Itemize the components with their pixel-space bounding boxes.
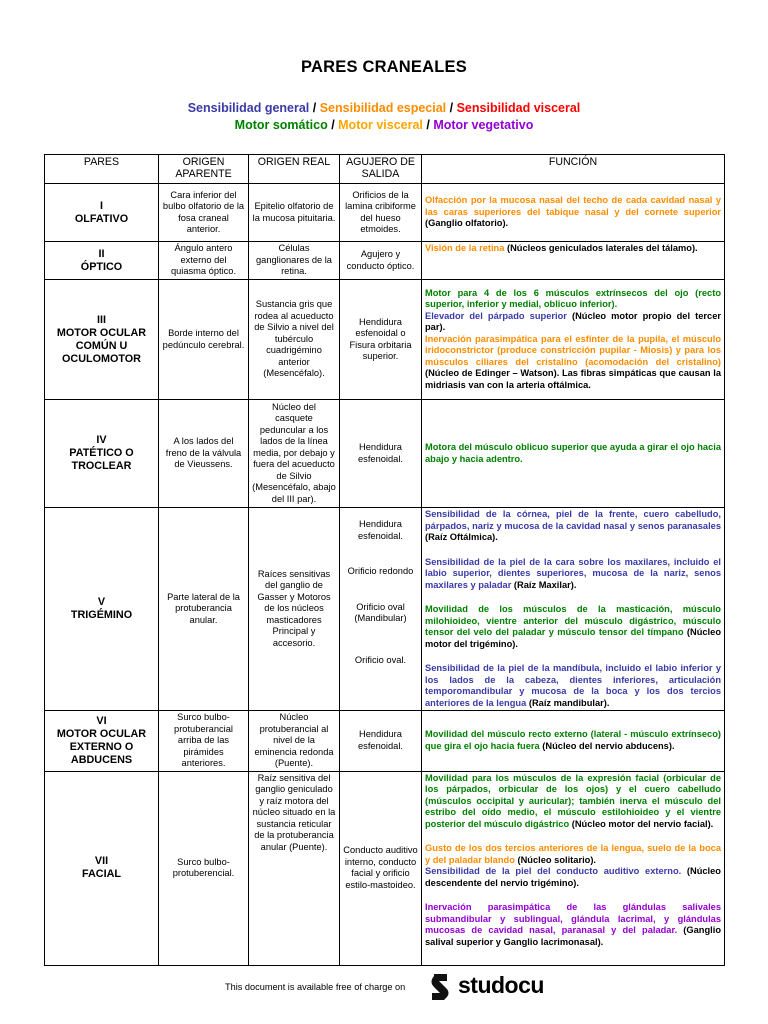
table-row	[45, 242, 725, 280]
footer	[0, 972, 768, 1002]
agujero-item: Orificio oval (Mandibular)	[354, 601, 407, 623]
funcion-text: Visión de la retina	[425, 243, 505, 253]
pair-name: FACIAL	[82, 868, 121, 880]
agujero-cell: Conducto auditivo interno, conducto facial y orificio estilo-mastoideo.	[340, 771, 422, 965]
funcion-note: (Ganglio salival superior y Ganglio lacrimonasal).	[425, 925, 721, 947]
funcion-text: Inervación parasimpática de las glándulas salivales submandibular y sublingual, glándula lacrimal, y glándulas mucosas de cavidad nasal, paranasal y del paladar.	[425, 902, 721, 935]
pair-name: ABDUCENS	[70, 753, 133, 766]
pair-number: VII	[94, 855, 109, 867]
origen-real-cell: Epitelio olfatorio de la mucosa pituitaria.	[249, 184, 340, 242]
pair-name: TROCLEAR	[71, 460, 132, 472]
funcion-note: (Núcleos geniculados laterales del tálamo).	[504, 243, 698, 253]
funcion-cell	[422, 242, 725, 280]
funcion-cell	[422, 508, 725, 711]
origen-aparente-cell: A los lados del freno de la válvula de Vieussens.	[159, 400, 249, 508]
pair-number: VI	[96, 714, 107, 727]
agujero-cell	[340, 508, 422, 711]
funcion-note: (Raíz Oftálmica).	[425, 532, 498, 542]
pair-number: II	[98, 247, 105, 260]
funcion-note: (Ganglio olfatorio).	[425, 218, 509, 229]
agujero-cell: Orificios de la lamina cribiforme del hueso etmoides.	[340, 184, 422, 242]
pair-name: PATÉTICO O	[69, 447, 134, 459]
table-row	[45, 184, 725, 242]
funcion-text: Motor para 4 de los 6 músculos extrínsecos del ojo (recto superior, inferior y medial, oblicuo inferior).	[425, 287, 721, 310]
funcion-note: (Núcleo solitario).	[514, 854, 597, 865]
header-pares: PARES	[45, 155, 159, 184]
funcion-text: Sensibilidad de la córnea, piel de la frente, cuero cabelludo, párpados, nariz y mucosa de la cavidad nasal y senos paranasales	[425, 509, 721, 531]
header-funcion: FUNCIÓN	[422, 155, 725, 184]
header-origen-aparente: ORIGEN APARENTE	[159, 155, 249, 184]
legend-sensibilidad-visceral: Sensibilidad visceral	[456, 101, 581, 115]
table-header-row	[45, 155, 725, 184]
legend-motor-vegetativo: Motor vegetativo	[433, 118, 534, 132]
funcion-note: (Núcleo del nervio abducens).	[539, 740, 675, 751]
funcion-note: (Núcleo motor del nervio facial).	[569, 818, 714, 829]
agujero-item: Hendidura esfenoidal.	[358, 519, 403, 541]
funcion-text: Movilidad de los músculos de la masticación, músculo milohioideo, vientre anterior del músculo digástrico, músculo tensor del velo del paladar y músculo tensor del tímpano	[425, 604, 721, 637]
agujero-item: Orificio oval.	[354, 654, 407, 665]
funcion-text: Elevador del párpado superior	[425, 310, 567, 321]
pair-name: TRIGÉMINO	[70, 609, 133, 621]
legend-motor	[0, 118, 768, 132]
legend-separator: /	[446, 101, 457, 115]
origen-aparente-cell: Surco bulbo-protuberencial.	[159, 771, 249, 965]
origen-real-cell: Raíz sensitiva del ganglio geniculado y raíz motora del núcleo situado en la sustancia reticular de la protuberancia anular (Puente).	[249, 771, 340, 965]
funcion-text: Gusto de los dos tercios anteriores de la lengua, suelo de la boca y del paladar blando	[425, 843, 721, 865]
origen-aparente-cell: Cara inferior del bulbo olfatorio de la fosa craneal anterior.	[159, 184, 249, 242]
origen-aparente-cell: Surco bulbo-protuberancial arriba de las pirámides anteriores.	[159, 711, 249, 772]
funcion-text: Motora del músculo oblicuo superior que ayuda a girar el ojo hacia abajo y hacia adentro.	[425, 442, 722, 464]
pair-number: V	[97, 596, 106, 608]
pair-name: MOTOR OCULAR	[56, 326, 147, 339]
table-row	[45, 771, 725, 965]
agujero-cell: Hendidura esfenoidal.	[340, 400, 422, 508]
pair-name: EXTERNO O	[69, 740, 134, 753]
funcion-note: (Raíz Maxilar).	[511, 579, 577, 590]
origen-real-cell: Células ganglionares de la retina.	[249, 242, 340, 280]
origen-real-cell: Raíces sensitivas del ganglio de Gasser y Motoros de los núcleos masticadores Principal y accesorio.	[249, 508, 340, 711]
agujero-item: Orificio redondo	[347, 566, 414, 576]
pair-cell	[45, 242, 159, 280]
pair-name: OCULOMOTOR	[62, 352, 141, 365]
origen-real-cell: Núcleo protuberancial al nivel de la eminencia redonda (Puente).	[249, 711, 340, 772]
origen-aparente-cell: Parte lateral de la protuberancia anular.	[159, 508, 249, 711]
agujero-cell: Hendidura esfenoidal o Fisura orbitaria superior.	[340, 280, 422, 400]
table-row	[45, 280, 725, 400]
agujero-cell: Agujero y conducto óptico.	[340, 242, 422, 280]
document-title: PARES CRANEALES	[301, 58, 467, 76]
legend-separator: /	[309, 101, 320, 115]
legend-motor-visceral: Motor visceral	[338, 118, 423, 132]
header-origen-real: ORIGEN REAL	[249, 155, 340, 184]
funcion-note: (Raíz mandibular).	[526, 697, 610, 708]
funcion-note: (Núcleo motor propio del tercer par).	[425, 310, 721, 333]
origen-real-cell: Núcleo del casquete peduncular a los lados de la línea media, por debajo y fuera del acueducto de Silvio (Mesencéfalo, abajo del III par).	[249, 400, 340, 508]
studocu-logo-text[interactable]: studocu	[458, 972, 544, 998]
funcion-note: (Núcleo motor del trigémino).	[425, 627, 721, 649]
pair-name: MOTOR OCULAR	[56, 727, 147, 740]
pair-cell	[45, 771, 159, 965]
pair-name: OLFATIVO	[74, 212, 129, 225]
table-row	[45, 508, 725, 711]
origen-aparente-cell: Borde interno del pedúnculo cerebral.	[159, 280, 249, 400]
pair-cell	[45, 280, 159, 400]
pair-cell	[45, 711, 159, 772]
pair-number: I	[100, 199, 103, 212]
agujero-cell: Hendidura esfenoidal.	[340, 711, 422, 772]
footer-text: This document is available free of charge on	[225, 982, 406, 992]
legend-sensibilidad-general: Sensibilidad general	[187, 101, 310, 115]
origen-real-cell: Sustancia gris que rodea al acueducto de Silvio a nivel del tubérculo cuadrigémino anterior (Mesencéfalo).	[249, 280, 340, 400]
legend-separator: /	[327, 118, 339, 132]
funcion-cell	[422, 771, 725, 965]
pair-name: ÓPTICO	[80, 260, 123, 273]
studocu-logo-icon[interactable]	[425, 972, 455, 1002]
pair-number: III	[97, 313, 106, 326]
legend-sensibilidad-especial: Sensibilidad especial	[319, 101, 447, 115]
header-agujero: AGUJERO DE SALIDA	[340, 155, 422, 184]
legend-motor-somatico: Motor somático	[234, 118, 328, 132]
funcion-cell	[422, 711, 725, 772]
table-row	[45, 711, 725, 772]
funcion-text: Inervación parasimpática para el esfínter de la pupila, el músculo iridoconstrictor (produce constricción pupilar - Miosis) y para los músculos ciliares del cristalino (acomodación del cristalino)	[425, 333, 721, 367]
pair-cell	[45, 184, 159, 242]
funcion-text: Sensibilidad de la piel del conducto auditivo externo.	[425, 866, 682, 876]
pair-number: IV	[96, 434, 107, 446]
origen-aparente-cell: Ángulo antero externo del quiasma óptico.	[159, 242, 249, 280]
funcion-text: Movilidad para los músculos de la expresión facial (orbicular de los párpados, orbicular de los ojos) y el cuero cabelludo (músculos occipital y auricular); también inerva el músculo del estribo del oído medio, el músculo estilohioideo y el vientre posterior del músculo digástrico	[425, 772, 721, 829]
funcion-note: (Núcleo descendente del nervio trigémino).	[425, 866, 721, 888]
cranial-nerves-table	[44, 154, 725, 966]
funcion-text: Sensibilidad de la piel de la cara sobre los maxilares, incluido el labio superior, dientes superiores, mucosa de la nariz, senos maxilares y paladar	[425, 556, 721, 590]
pair-name: COMÚN U	[75, 339, 128, 352]
funcion-cell	[422, 184, 725, 242]
funcion-note: (Núcleo de Edinger – Watson). Las fibras simpáticas que causan la midriasis van con la arteria oftálmica.	[425, 368, 721, 390]
funcion-text: Sensibilidad de la piel de la mandíbula, incluido el labio inferior y los lados de la cabeza, dientes inferiores, articulación temporomandibular y mucosa de la boca y los dos tercios anteriores de la lengua	[425, 663, 721, 708]
legend-sensibilidad	[0, 101, 768, 115]
funcion-text: Olfacción por la mucosa nasal del techo de cada cavidad nasal y las caras superiores del tabique nasal y del cornete superior	[425, 195, 721, 217]
funcion-cell	[422, 400, 725, 508]
pair-cell	[45, 400, 159, 508]
funcion-text: Movilidad del músculo recto externo (lateral - músculo extrínseco) que gira el ojo hacia fuera	[425, 729, 721, 751]
pair-cell	[45, 508, 159, 711]
table-row	[45, 400, 725, 508]
funcion-cell	[422, 280, 725, 400]
legend-separator: /	[422, 118, 434, 132]
